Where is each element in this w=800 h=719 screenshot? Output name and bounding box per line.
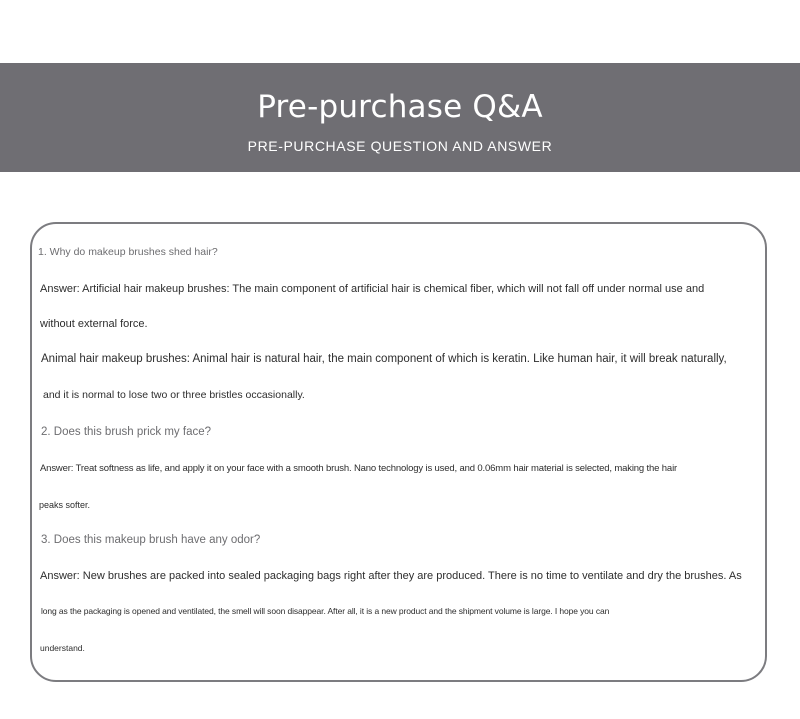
question-3: 3. Does this makeup brush have any odor? bbox=[41, 534, 261, 546]
answer-1-line-1: Answer: Artificial hair makeup brushes: The main component of artificial hair is chemical fiber, which will not fall off under normal use and bbox=[40, 283, 705, 295]
answer-1-line-2: without external force. bbox=[40, 318, 148, 330]
answer-1-line-4: and it is normal to lose two or three bristles occasionally. bbox=[43, 389, 305, 401]
answer-3-line-3: understand. bbox=[40, 643, 85, 653]
answer-2-line-2: peaks softer. bbox=[39, 500, 91, 510]
question-1: 1. Why do makeup brushes shed hair? bbox=[38, 246, 218, 258]
answer-3-line-2: long as the packaging is opened and ventilated, the smell will soon disappear. After all, it is a new product and the shipment volume is large. I hope you can bbox=[41, 606, 610, 616]
page-subtitle: PRE-PURCHASE QUESTION AND ANSWER bbox=[247, 138, 553, 154]
page-title: Pre-purchase Q&A bbox=[257, 89, 543, 125]
answer-2-line-1: Answer: Treat softness as life, and apply it on your face with a smooth brush. Nano technology is used, and 0.06mm hair material is selected, making the hair bbox=[40, 463, 678, 474]
answer-3-line-1: Answer: New brushes are packed into sealed packaging bags right after they are produced. There is no time to ventilate and dry the brushes. As bbox=[40, 570, 742, 582]
header-banner bbox=[0, 63, 800, 172]
answer-1-line-3: Animal hair makeup brushes: Animal hair is natural hair, the main component of which is keratin. Like human hair, it will break naturally, bbox=[41, 353, 727, 365]
question-2: 2. Does this brush prick my face? bbox=[41, 426, 212, 438]
